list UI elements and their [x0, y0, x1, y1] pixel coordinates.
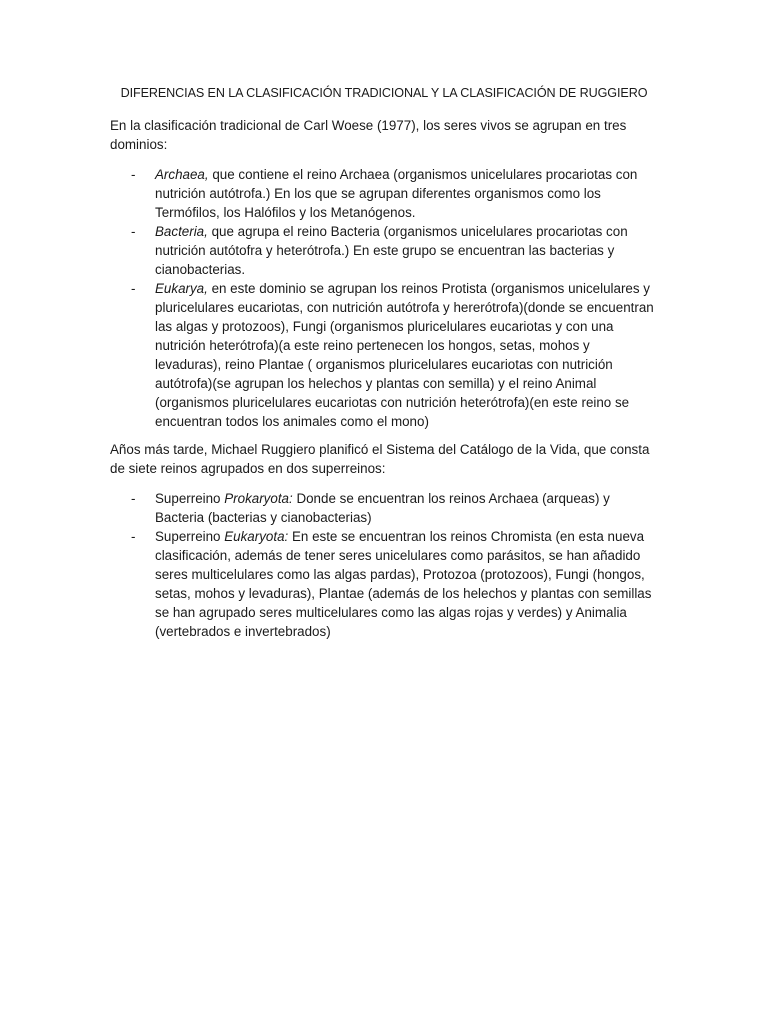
- dash-bullet: -: [131, 491, 136, 506]
- list-item-archaea: [110, 165, 658, 222]
- document-title: DIFERENCIAS EN LA CLASIFICACIÓN TRADICIONAL Y LA CLASIFICACIÓN DE RUGGIERO: [120, 86, 648, 100]
- list-item-bacteria: [110, 222, 658, 279]
- domain-name-bacteria: Bacteria,: [155, 224, 208, 239]
- intro-paragraph: En la clasificación tradicional de Carl Woese (1977), los seres vivos se agrupan en tres dominios:: [110, 118, 627, 152]
- superkingdom-name-prokaryota: Prokaryota:: [224, 491, 293, 506]
- superkingdoms-list: [110, 489, 658, 641]
- domain-text-bacteria: que agrupa el reino Bacteria (organismos unicelulares procariotas con nutrición autótofra y heterótrofa.) En este grupo se encuentran las bacterias y cianobacterias.: [155, 224, 628, 277]
- list-item-prokaryota: [110, 489, 658, 527]
- dash-bullet: -: [131, 281, 136, 296]
- dash-bullet: -: [131, 167, 136, 182]
- dash-bullet: -: [131, 529, 136, 544]
- domain-text-archaea: que contiene el reino Archaea (organismos unicelulares procariotas con nutrición autótrofa.) En los que se agrupan diferentes organismos como los Termófilos, los Halófilos y los Metanógenos.: [155, 167, 638, 220]
- superkingdom-prefix: Superreino: [155, 491, 225, 506]
- superkingdom-prefix: Superreino: [155, 529, 225, 544]
- domains-list: [110, 165, 658, 431]
- domain-name-archaea: Archaea,: [155, 167, 209, 182]
- list-item-eukaryota: [110, 527, 658, 641]
- domain-name-eukarya: Eukarya,: [155, 281, 208, 296]
- second-paragraph: Años más tarde, Michael Ruggiero planificó el Sistema del Catálogo de la Vida, que consta de siete reinos agrupados en dos superreinos:: [110, 442, 650, 476]
- dash-bullet: -: [131, 224, 136, 239]
- domain-text-eukarya: en este dominio se agrupan los reinos Protista (organismos unicelulares y pluricelulares eucariotas, con nutrición autótrofa y hererótrofa)(donde se encuentran las algas y protozoos), Fungi (organismos pluricelulares eucariotas y con una nutrición heterótrofa)(a este reino pertenecen los hongos, setas, mohos y levaduras), reino Plantae ( organismos pluricelulares eucariotas con nutrición autótrofa)(se agrupan los helechos y plantas con semilla) y el reino Animal (organismos pluricelulares eucariotas con nutrición heterótrofa)(en este reino se encuentran todos los animales como el mono): [155, 281, 654, 429]
- superkingdom-text-prokaryota: Donde se encuentran los reinos Archaea (arqueas) y Bacteria (bacterias y cianobacterias): [155, 491, 610, 525]
- superkingdom-text-eukaryota: En este se encuentran los reinos Chromista (en esta nueva clasificación, además de tener seres unicelulares como parásitos, se han añadido seres multicelulares como las algas pardas), Protozoa (protozoos), Fungi (hongos, setas, mohos y levaduras), Plantae (además de los helechos y plantas con semillas se han agrupado seres multicelulares como las algas rojas y verdes) y Animalia (vertebrados e invertebrados): [155, 529, 652, 639]
- list-item-eukarya: [110, 279, 658, 431]
- superkingdom-name-eukaryota: Eukaryota:: [224, 529, 289, 544]
